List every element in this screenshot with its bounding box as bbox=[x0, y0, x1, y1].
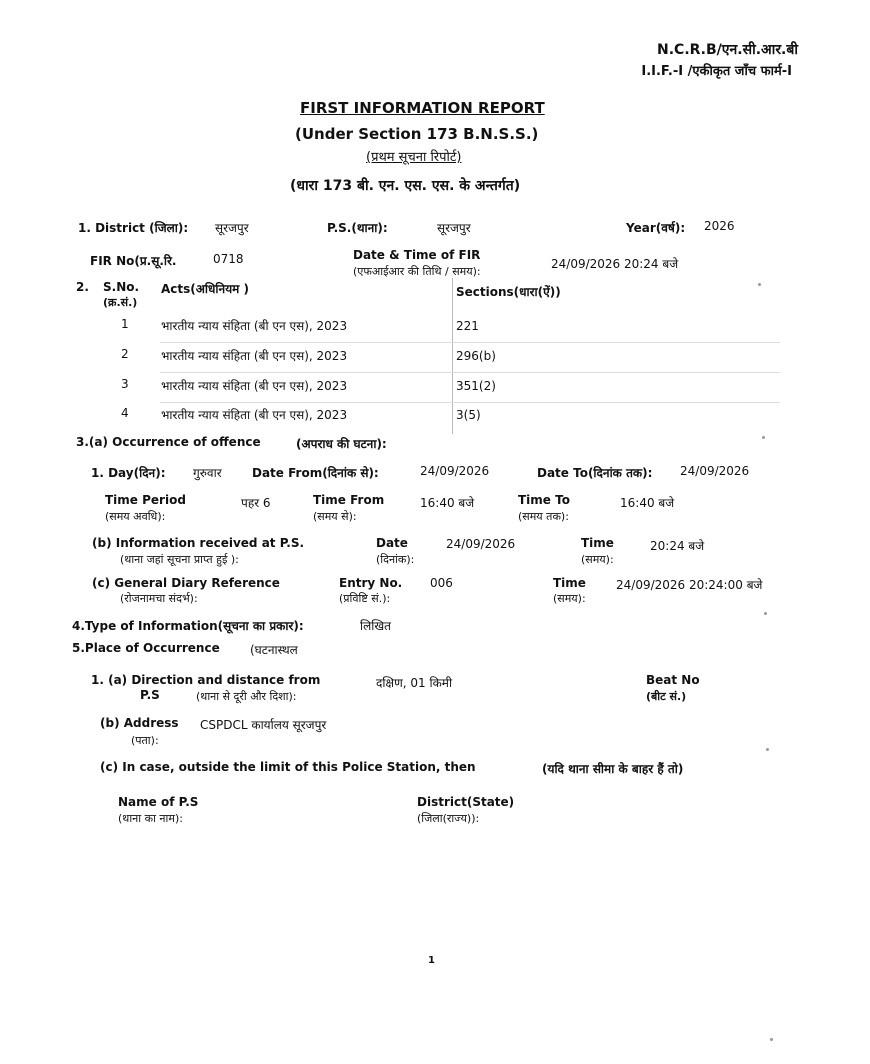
info-time-label: Time bbox=[581, 536, 614, 550]
page-number: 1 bbox=[428, 955, 435, 966]
acts-index: 2. bbox=[76, 280, 89, 294]
place-heading: 5.Place of Occurrence bbox=[72, 641, 220, 655]
year-label: Year(वर्ष): bbox=[626, 221, 686, 235]
fir-datetime-value: 24/09/2026 20:24 बजे bbox=[551, 257, 679, 271]
acts-header: Acts(अधिनियम ) bbox=[161, 282, 249, 296]
beat-no-label: Beat No bbox=[646, 673, 700, 687]
time-to-label-hi: (समय तक): bbox=[518, 510, 569, 523]
row-section: 296(b) bbox=[456, 349, 496, 363]
report-title: FIRST INFORMATION REPORT bbox=[300, 99, 545, 117]
occurrence-heading: 3.(a) Occurrence of offence bbox=[76, 435, 261, 449]
year-value: 2026 bbox=[704, 219, 735, 233]
info-received-label-hi: (थाना जहां सूचना प्राप्त हुई ): bbox=[120, 553, 239, 566]
direction-label-hi: (थाना से दूरी और दिशा): bbox=[196, 690, 297, 703]
row-section: 221 bbox=[456, 319, 479, 333]
sno-header: S.No. bbox=[103, 280, 140, 294]
info-time-label-hi: (समय): bbox=[581, 553, 614, 566]
district-state-label: District(State) bbox=[417, 795, 515, 809]
time-to-value: 16:40 बजे bbox=[620, 496, 675, 510]
date-to-value: 24/09/2026 bbox=[680, 464, 750, 478]
district-label: 1. District (जिला): bbox=[78, 221, 189, 235]
table-column-divider bbox=[452, 278, 453, 434]
occurrence-heading-hi: (अपराध की घटना): bbox=[296, 437, 387, 451]
name-ps-label: Name of P.S bbox=[118, 795, 199, 809]
outside-limit-label: (c) In case, outside the limit of this Police Station, then bbox=[100, 760, 476, 774]
scan-speck bbox=[770, 1038, 773, 1041]
row-sno: 2 bbox=[121, 347, 129, 361]
date-from-value: 24/09/2026 bbox=[420, 464, 490, 478]
address-label: (b) Address bbox=[100, 716, 179, 730]
gd-ref-label-hi: (रोजनामचा संदर्भ): bbox=[120, 592, 198, 605]
row-sno: 3 bbox=[121, 377, 129, 391]
row-sno: 1 bbox=[121, 317, 129, 331]
time-from-value: 16:40 बजे bbox=[420, 496, 475, 510]
gd-ref-label: (c) General Diary Reference bbox=[92, 576, 280, 590]
address-label-hi: (पता): bbox=[131, 734, 159, 747]
time-period-label-hi: (समय अवधि): bbox=[105, 510, 166, 523]
time-to-label: Time To bbox=[518, 493, 570, 507]
fir-datetime-label-hi: (एफआईआर की तिथि / समय): bbox=[353, 265, 481, 278]
time-period-value: पहर 6 bbox=[241, 496, 271, 510]
gd-time-label: Time bbox=[553, 576, 586, 590]
under-section: (Under Section 173 B.N.S.S.) bbox=[295, 125, 539, 143]
direction-label: 1. (a) Direction and distance from bbox=[91, 673, 321, 687]
outside-limit-label-hi: (यदि थाना सीमा के बाहर हैं तो) bbox=[542, 762, 684, 776]
row-sno: 4 bbox=[121, 406, 129, 420]
gd-time-value: 24/09/2026 20:24:00 बजे bbox=[616, 578, 763, 592]
row-act: भारतीय न्याय संहिता (बी एन एस), 2023 bbox=[161, 349, 348, 363]
sno-header-hi: (क्र.सं.) bbox=[103, 296, 138, 309]
iif-label: I.I.F.-I /एकीकृत जाँच फार्म-I bbox=[641, 64, 792, 79]
beat-no-label-hi: (बीट सं.) bbox=[646, 690, 687, 703]
info-date-label-hi: (दिनांक): bbox=[376, 553, 415, 566]
time-from-label: Time From bbox=[313, 493, 385, 507]
row-act: भारतीय न्याय संहिता (बी एन एस), 2023 bbox=[161, 319, 348, 333]
scan-speck bbox=[762, 436, 765, 439]
fir-no-label: FIR No(प्र.सू.रि. bbox=[90, 254, 177, 268]
entry-no-label: Entry No. bbox=[339, 576, 403, 590]
row-act: भारतीय न्याय संहिता (बी एन एस), 2023 bbox=[161, 408, 348, 422]
ps-label: P.S.(थाना): bbox=[327, 221, 388, 235]
row-section: 351(2) bbox=[456, 379, 496, 393]
gd-time-label-hi: (समय): bbox=[553, 592, 586, 605]
scan-speck bbox=[764, 612, 767, 615]
info-time-value: 20:24 बजे bbox=[650, 539, 705, 553]
table-row-divider bbox=[160, 342, 780, 343]
scan-speck bbox=[766, 748, 769, 751]
entry-no-label-hi: (प्रविष्टि सं.): bbox=[339, 592, 391, 605]
info-received-label: (b) Information received at P.S. bbox=[92, 536, 305, 550]
day-label: 1. Day(दिन): bbox=[91, 466, 166, 480]
time-period-label: Time Period bbox=[105, 493, 186, 507]
ps-value: सूरजपुर bbox=[437, 221, 471, 235]
sections-header: Sections(धारा(ऐं)) bbox=[456, 285, 561, 299]
hindi-section: (धारा 173 बी. एन. एस. एस. के अन्तर्गत) bbox=[290, 178, 521, 194]
info-date-label: Date bbox=[376, 536, 408, 550]
name-ps-label-hi: (थाना का नाम): bbox=[118, 812, 183, 825]
hindi-title: (प्रथम सूचना रिपोर्ट) bbox=[366, 150, 462, 165]
time-from-label-hi: (समय से): bbox=[313, 510, 357, 523]
entry-no-value: 006 bbox=[430, 576, 453, 590]
direction-label-ps: P.S bbox=[140, 688, 160, 702]
date-from-label: Date From(दिनांक से): bbox=[252, 466, 379, 480]
direction-value: दक्षिण, 01 किमी bbox=[376, 676, 453, 690]
table-row-divider bbox=[160, 372, 780, 373]
district-state-label-hi: (जिला(राज्य)): bbox=[417, 812, 480, 825]
scan-speck bbox=[758, 283, 761, 286]
ncrb-label: N.C.R.B/एन.सी.आर.बी bbox=[657, 42, 798, 58]
type-info-value: लिखित bbox=[360, 619, 392, 633]
table-row-divider bbox=[160, 402, 780, 403]
place-heading-hi: (घटनास्थल bbox=[250, 643, 298, 657]
info-date-value: 24/09/2026 bbox=[446, 537, 516, 551]
row-section: 3(5) bbox=[456, 408, 481, 422]
fir-datetime-label: Date & Time of FIR bbox=[353, 248, 481, 262]
type-info-label: 4.Type of Information(सूचना का प्रकार): bbox=[72, 619, 304, 633]
day-value: गुरुवार bbox=[193, 466, 222, 480]
fir-no-value: 0718 bbox=[213, 252, 244, 266]
address-value: CSPDCL कार्यालय सूरजपुर bbox=[200, 718, 327, 732]
district-value: सूरजपुर bbox=[215, 221, 249, 235]
date-to-label: Date To(दिनांक तक): bbox=[537, 466, 653, 480]
row-act: भारतीय न्याय संहिता (बी एन एस), 2023 bbox=[161, 379, 348, 393]
